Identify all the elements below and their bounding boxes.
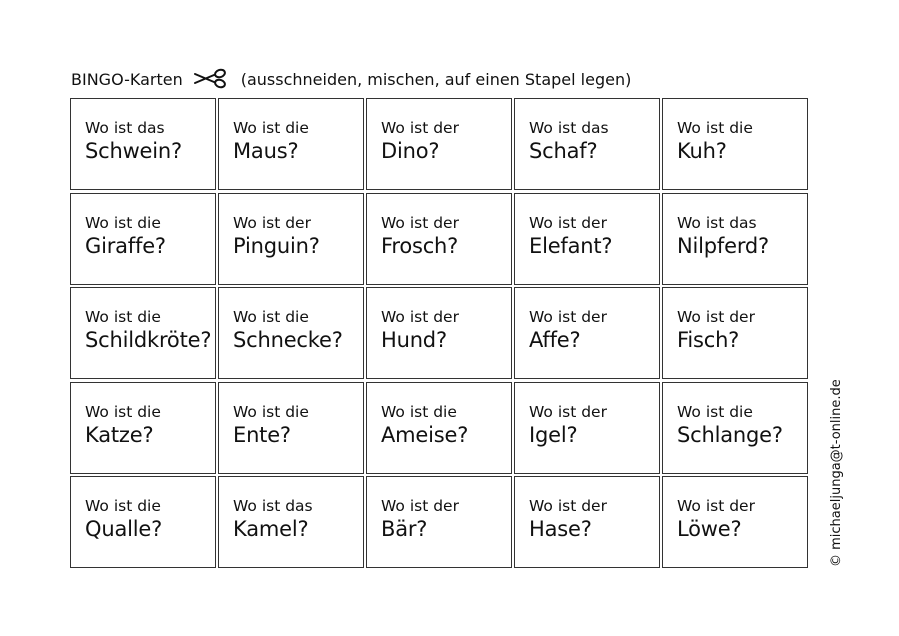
card-animal: Katze? <box>85 422 154 447</box>
card-question: Wo ist der <box>529 402 607 421</box>
card-animal: Bär? <box>381 517 428 541</box>
card-question: Wo ist das <box>85 119 165 137</box>
bingo-card <box>514 98 660 190</box>
bingo-card <box>218 98 364 190</box>
bingo-card <box>514 382 660 474</box>
bingo-card <box>218 287 364 379</box>
card-animal: Schlange? <box>677 422 783 447</box>
copyright-credit: © michaeljunga@t-online.de <box>829 379 844 567</box>
card-animal: Elefant? <box>529 233 613 258</box>
card-question: Wo ist der <box>381 308 459 326</box>
card-animal: Schnecke? <box>233 328 343 352</box>
card-animal: Maus? <box>233 139 299 163</box>
card-animal: Giraffe? <box>85 233 166 258</box>
bingo-card <box>662 98 808 190</box>
card-animal: Schwein? <box>85 139 182 163</box>
bingo-card <box>218 476 364 568</box>
card-question: Wo ist die <box>85 402 161 421</box>
card-question: Wo ist der <box>677 497 755 515</box>
bingo-card <box>366 98 512 190</box>
worksheet-title: BINGO-Karten <box>71 69 183 89</box>
bingo-card <box>662 193 808 285</box>
bingo-card <box>514 476 660 568</box>
card-animal: Fisch? <box>677 328 740 352</box>
card-question: Wo ist die <box>677 402 753 421</box>
bingo-card <box>366 476 512 568</box>
card-question: Wo ist die <box>85 497 161 515</box>
card-question: Wo ist der <box>233 213 311 232</box>
card-question: Wo ist die <box>85 213 161 232</box>
card-animal: Igel? <box>529 422 578 447</box>
bingo-card <box>218 193 364 285</box>
bingo-card <box>70 287 216 379</box>
card-question: Wo ist der <box>677 308 755 326</box>
bingo-card <box>514 287 660 379</box>
card-animal: Frosch? <box>381 233 459 258</box>
bingo-card <box>366 287 512 379</box>
bingo-card <box>70 476 216 568</box>
card-question: Wo ist das <box>233 497 313 515</box>
bingo-card <box>70 193 216 285</box>
card-animal: Schaf? <box>529 139 598 163</box>
bingo-card-grid <box>70 98 808 568</box>
card-animal: Hund? <box>381 328 447 352</box>
bingo-card <box>218 382 364 474</box>
card-question: Wo ist der <box>381 213 459 232</box>
card-animal: Ameise? <box>381 422 469 447</box>
bingo-card <box>662 382 808 474</box>
card-question: Wo ist die <box>233 119 309 137</box>
bingo-card <box>366 382 512 474</box>
card-animal: Qualle? <box>85 517 163 541</box>
card-question: Wo ist der <box>529 497 607 515</box>
card-animal: Kuh? <box>677 139 727 163</box>
bingo-card <box>366 193 512 285</box>
card-question: Wo ist das <box>529 119 609 137</box>
card-animal: Schildkröte? <box>85 328 212 352</box>
card-animal: Hase? <box>529 517 592 541</box>
card-animal: Kamel? <box>233 517 309 541</box>
bingo-card <box>662 287 808 379</box>
card-question: Wo ist die <box>381 402 457 421</box>
bingo-card <box>70 382 216 474</box>
bingo-card <box>70 98 216 190</box>
bingo-card <box>514 193 660 285</box>
card-animal: Pinguin? <box>233 233 320 258</box>
card-question: Wo ist der <box>381 119 459 137</box>
card-question: Wo ist die <box>677 119 753 137</box>
card-question: Wo ist die <box>233 308 309 326</box>
card-question: Wo ist die <box>233 402 309 421</box>
worksheet-instructions: (ausschneiden, mischen, auf einen Stapel legen) <box>240 69 632 89</box>
card-question: Wo ist der <box>381 497 459 515</box>
card-animal: Affe? <box>529 328 581 352</box>
card-question: Wo ist die <box>85 308 161 326</box>
card-animal: Dino? <box>381 139 440 163</box>
worksheet-header <box>71 66 631 92</box>
card-question: Wo ist der <box>529 308 607 326</box>
card-question: Wo ist das <box>677 213 757 232</box>
card-animal: Ente? <box>233 422 291 447</box>
card-animal: Löwe? <box>677 517 742 541</box>
card-question: Wo ist der <box>529 213 607 232</box>
card-animal: Nilpferd? <box>677 233 769 258</box>
scissors-icon <box>193 68 229 90</box>
bingo-card <box>662 476 808 568</box>
